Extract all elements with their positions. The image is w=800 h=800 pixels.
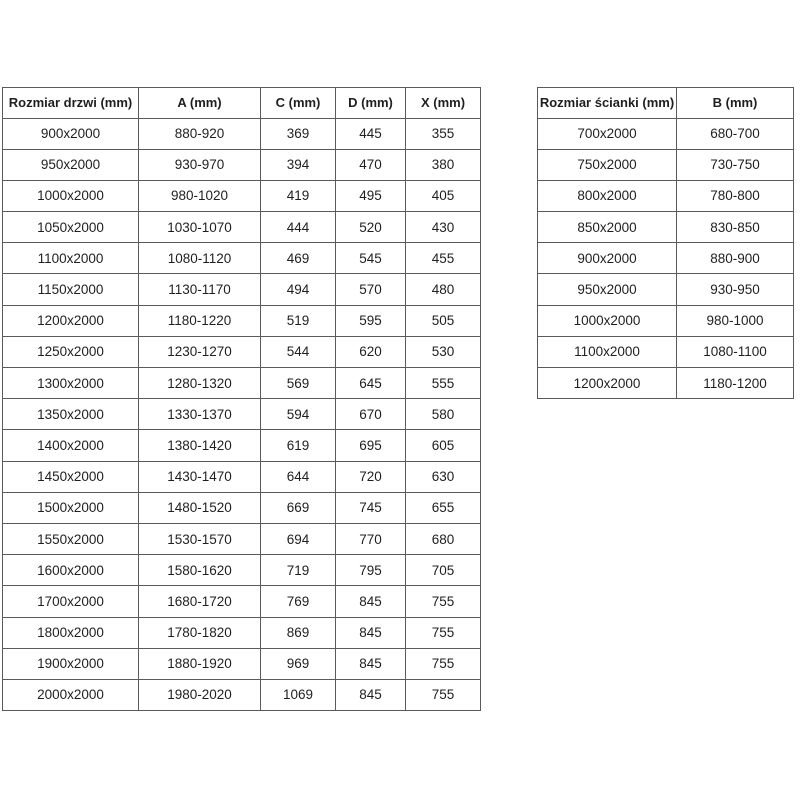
table-cell: 930-950	[677, 274, 794, 305]
column-header: Rozmiar drzwi (mm)	[3, 88, 139, 119]
column-header: X (mm)	[406, 88, 481, 119]
table-cell: 1180-1220	[139, 305, 261, 336]
table-cell: 930-970	[139, 149, 261, 180]
table-cell: 1080-1120	[139, 243, 261, 274]
table-cell: 755	[406, 648, 481, 679]
table-row	[3, 118, 481, 149]
table-cell: 695	[336, 430, 406, 461]
table-cell: 1250x2000	[3, 336, 139, 367]
door-sizes-header-row	[3, 88, 481, 119]
table-row	[538, 305, 794, 336]
table-cell: 530	[406, 336, 481, 367]
table-cell: 495	[336, 180, 406, 211]
table-cell: 494	[261, 274, 336, 305]
table-cell: 1100x2000	[538, 336, 677, 367]
table-cell: 620	[336, 336, 406, 367]
table-cell: 980-1000	[677, 305, 794, 336]
table-cell: 405	[406, 180, 481, 211]
table-cell: 570	[336, 274, 406, 305]
table-cell: 869	[261, 617, 336, 648]
table-cell: 1600x2000	[3, 555, 139, 586]
table-cell: 480	[406, 274, 481, 305]
table-cell: 1230-1270	[139, 336, 261, 367]
table-cell: 1180-1200	[677, 368, 794, 399]
door-sizes-table	[2, 87, 481, 711]
table-cell: 1150x2000	[3, 274, 139, 305]
table-cell: 795	[336, 555, 406, 586]
table-cell: 369	[261, 118, 336, 149]
table-cell: 780-800	[677, 180, 794, 211]
table-row	[3, 586, 481, 617]
table-cell: 605	[406, 430, 481, 461]
table-cell: 900x2000	[538, 243, 677, 274]
table-cell: 1480-1520	[139, 492, 261, 523]
table-cell: 520	[336, 212, 406, 243]
table-row	[3, 368, 481, 399]
column-header: D (mm)	[336, 88, 406, 119]
table-cell: 1200x2000	[3, 305, 139, 336]
table-cell: 1400x2000	[3, 430, 139, 461]
column-header: B (mm)	[677, 88, 794, 119]
table-cell: 1200x2000	[538, 368, 677, 399]
table-cell: 645	[336, 368, 406, 399]
table-cell: 1069	[261, 679, 336, 710]
table-cell: 969	[261, 648, 336, 679]
table-row	[3, 274, 481, 305]
table-cell: 670	[336, 399, 406, 430]
table-cell: 769	[261, 586, 336, 617]
table-row	[538, 243, 794, 274]
column-header: A (mm)	[139, 88, 261, 119]
table-row	[3, 212, 481, 243]
table-cell: 755	[406, 586, 481, 617]
table-row	[538, 180, 794, 211]
table-cell: 845	[336, 679, 406, 710]
table-cell: 1900x2000	[3, 648, 139, 679]
table-cell: 1330-1370	[139, 399, 261, 430]
table-cell: 1880-1920	[139, 648, 261, 679]
table-cell: 1700x2000	[3, 586, 139, 617]
table-cell: 755	[406, 617, 481, 648]
table-cell: 545	[336, 243, 406, 274]
table-cell: 880-900	[677, 243, 794, 274]
table-cell: 1100x2000	[3, 243, 139, 274]
table-row	[3, 555, 481, 586]
table-cell: 1350x2000	[3, 399, 139, 430]
table-cell: 950x2000	[3, 149, 139, 180]
table-cell: 619	[261, 430, 336, 461]
table-cell: 1980-2020	[139, 679, 261, 710]
table-row	[538, 212, 794, 243]
table-row	[3, 243, 481, 274]
table-row	[538, 274, 794, 305]
table-cell: 800x2000	[538, 180, 677, 211]
table-cell: 1430-1470	[139, 461, 261, 492]
table-cell: 355	[406, 118, 481, 149]
table-cell: 444	[261, 212, 336, 243]
table-cell: 669	[261, 492, 336, 523]
table-cell: 1380-1420	[139, 430, 261, 461]
table-cell: 519	[261, 305, 336, 336]
table-cell: 445	[336, 118, 406, 149]
table-cell: 880-920	[139, 118, 261, 149]
table-cell: 595	[336, 305, 406, 336]
table-row	[3, 149, 481, 180]
table-cell: 720	[336, 461, 406, 492]
table-cell: 1450x2000	[3, 461, 139, 492]
wall-sizes-table	[537, 87, 794, 399]
table-cell: 980-1020	[139, 180, 261, 211]
table-cell: 680-700	[677, 118, 794, 149]
table-cell: 580	[406, 399, 481, 430]
table-cell: 719	[261, 555, 336, 586]
table-row	[3, 180, 481, 211]
table-cell: 544	[261, 336, 336, 367]
table-cell: 1130-1170	[139, 274, 261, 305]
table-cell: 1280-1320	[139, 368, 261, 399]
table-cell: 430	[406, 212, 481, 243]
column-header: C (mm)	[261, 88, 336, 119]
table-cell: 644	[261, 461, 336, 492]
table-cell: 630	[406, 461, 481, 492]
table-cell: 655	[406, 492, 481, 523]
table-cell: 594	[261, 399, 336, 430]
table-cell: 2000x2000	[3, 679, 139, 710]
table-row	[3, 648, 481, 679]
table-cell: 845	[336, 648, 406, 679]
table-cell: 1550x2000	[3, 523, 139, 554]
table-cell: 1300x2000	[3, 368, 139, 399]
table-cell: 850x2000	[538, 212, 677, 243]
table-cell: 380	[406, 149, 481, 180]
table-cell: 470	[336, 149, 406, 180]
table-cell: 1580-1620	[139, 555, 261, 586]
door-sizes-body	[3, 118, 481, 711]
table-cell: 900x2000	[3, 118, 139, 149]
table-row	[3, 617, 481, 648]
table-row	[3, 523, 481, 554]
table-row	[3, 461, 481, 492]
table-row	[538, 118, 794, 149]
table-cell: 555	[406, 368, 481, 399]
table-cell: 1000x2000	[538, 305, 677, 336]
table-cell: 845	[336, 586, 406, 617]
table-cell: 469	[261, 243, 336, 274]
table-row	[3, 492, 481, 523]
table-row	[3, 430, 481, 461]
table-cell: 394	[261, 149, 336, 180]
table-cell: 755	[406, 679, 481, 710]
table-cell: 705	[406, 555, 481, 586]
wall-sizes-body	[538, 118, 794, 399]
table-cell: 680	[406, 523, 481, 554]
table-cell: 1000x2000	[3, 180, 139, 211]
table-cell: 950x2000	[538, 274, 677, 305]
table-cell: 1680-1720	[139, 586, 261, 617]
table-row	[538, 368, 794, 399]
table-cell: 569	[261, 368, 336, 399]
table-cell: 455	[406, 243, 481, 274]
table-cell: 505	[406, 305, 481, 336]
table-cell: 845	[336, 617, 406, 648]
table-cell: 1030-1070	[139, 212, 261, 243]
wall-sizes-header-row	[538, 88, 794, 119]
table-row	[3, 305, 481, 336]
table-cell: 750x2000	[538, 149, 677, 180]
table-row	[3, 679, 481, 710]
table-cell: 419	[261, 180, 336, 211]
table-cell: 730-750	[677, 149, 794, 180]
table-row	[538, 336, 794, 367]
table-cell: 745	[336, 492, 406, 523]
table-cell: 830-850	[677, 212, 794, 243]
table-cell: 1500x2000	[3, 492, 139, 523]
table-cell: 700x2000	[538, 118, 677, 149]
table-row	[538, 149, 794, 180]
table-cell: 1530-1570	[139, 523, 261, 554]
table-row	[3, 336, 481, 367]
table-cell: 770	[336, 523, 406, 554]
column-header: Rozmiar ścianki (mm)	[538, 88, 677, 119]
table-row	[3, 399, 481, 430]
table-cell: 1780-1820	[139, 617, 261, 648]
table-cell: 1050x2000	[3, 212, 139, 243]
table-cell: 1800x2000	[3, 617, 139, 648]
table-cell: 694	[261, 523, 336, 554]
table-cell: 1080-1100	[677, 336, 794, 367]
